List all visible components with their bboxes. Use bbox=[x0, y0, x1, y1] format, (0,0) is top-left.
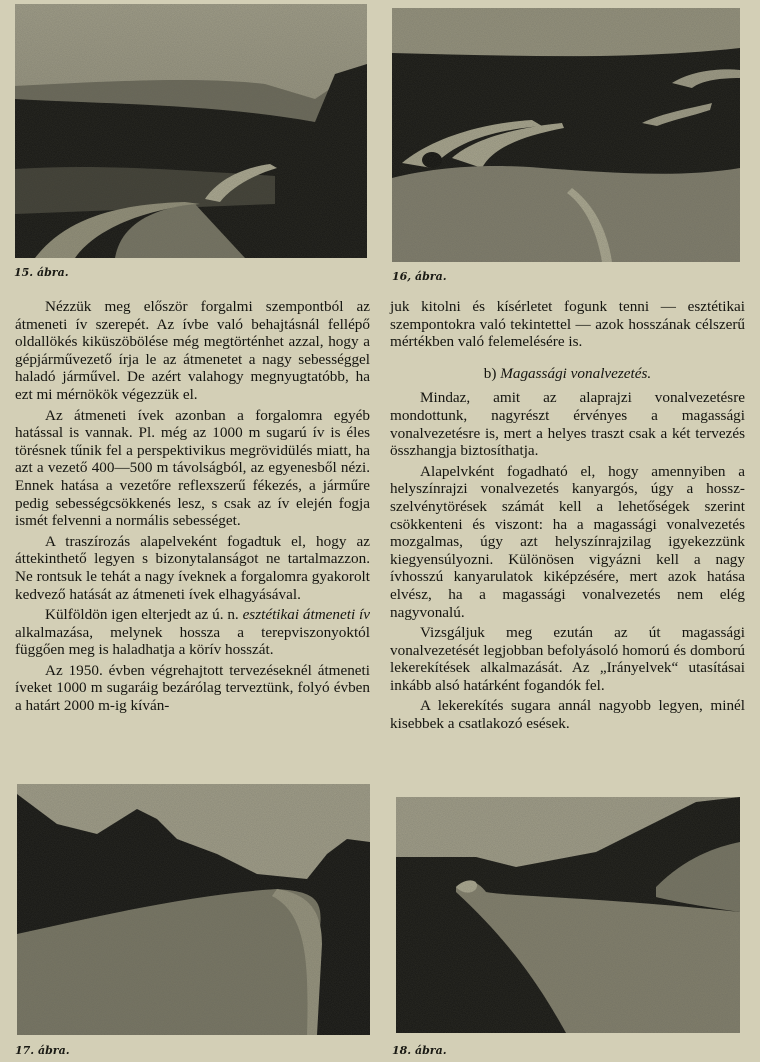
figure-18-photo bbox=[396, 797, 740, 1033]
paragraph: Az 1950. évben végrehajtott tervezéseknél átmeneti íveket 1000 m sugaráig bezárólag terveztünk, folyó évben a határt 2000 m-ig kíván- bbox=[15, 661, 370, 715]
figure-15-caption: 15. ábra. bbox=[14, 266, 69, 279]
paragraph: A traszírozás alapelveként fogadtuk el, hogy az áttekinthető legyen s bizonytalanságot ne tartalmazzon. Ne rontsuk le tehát a nagy íveknek a forgalomra gyakorolt kedvező hatását az átmeneti ívek elhagyásával. bbox=[15, 532, 370, 603]
figure-17-caption: 17. ábra. bbox=[15, 1044, 70, 1057]
paragraph: Mindaz, amit az alaprajzi vonalvezetésre mondottunk, nagyrészt érvényes a magassági vonalvezetésre is, mert a helyes traszt csak a két tervezés összhangja biztosíthatja. bbox=[390, 389, 745, 460]
figure-17-photo bbox=[17, 784, 370, 1035]
left-column-text bbox=[15, 298, 370, 718]
paragraph-continuation: juk kitolni és kísérletet fogunk tenni — esztétikai szempontokra való tekintettel — azok hosszának célszerű mértékben való felemelésére is. bbox=[390, 298, 745, 351]
figure-16-photo bbox=[392, 8, 740, 262]
figure-18-caption: 18. ábra. bbox=[392, 1044, 447, 1057]
curved-road-image bbox=[392, 8, 740, 262]
emphasized-term: esztétikai átmeneti ív bbox=[242, 606, 370, 624]
road-embankment-image bbox=[396, 797, 740, 1033]
figure-16-caption: 16, ábra. bbox=[392, 270, 447, 283]
section-title: Magassági vonalvezetés. bbox=[500, 364, 652, 382]
paragraph: Nézzük meg először forgalmi szempontból az átmeneti ív szerepét. Az ívbe való behajtásnál fellépő oldallökés kiküszöbölése még megtörténhet azzal, hogy a gépjárművezető írja le az átmenetet a nagy sebességgel haladó járművel. De azért valahogy megnyugtatóbb, ha ezt mi mérnökök végezzük el. bbox=[15, 298, 370, 403]
right-column-text bbox=[390, 298, 745, 736]
paragraph: Külföldön igen elterjedt az ú. n. esztétikai átmeneti ív alkalmazása, melynek hossza a terepviszonyoktól függően meg is haladhatja a körív hosszát. bbox=[15, 606, 370, 659]
paragraph: Az átmeneti ívek azonban a forgalomra egyéb hatással is vannak. Pl. még az 1000 m sugarú ív is éles törésnek tűnik fel a perspektivikus megrövidülés miatt, ha azt a vezető 400—500 m távolságból, az egyenesből nézi. Ennek hatása a vezetőre reflexszerű fékezés, a járműre pedig sebességcsökkenés lesz, s csak az ív elején fogja ismét felvenni a normális sebességet. bbox=[15, 406, 370, 530]
road-landscape-image bbox=[15, 4, 367, 258]
figure-15-photo bbox=[15, 4, 367, 258]
paragraph: Vizsgáljuk meg ezután az út magassági vonalvezetését legjobban befolyásoló homorú és domború lekerekítések alkalmazását. Az „Irányelvek“ utasításai inkább alsó határként fogandók fel. bbox=[390, 624, 745, 694]
road-treeline-image bbox=[17, 784, 370, 1035]
paragraph: Alapelvként fogadható el, hogy amennyiben a helyszínrajzi vonalvezetés kanyargós, úgy a hossz-szelvénytörések számát kell a lehetőségek szerint csökkenteni és viszont: ha a magassági vonalvezetés mozgalmas, úgy azt helyszínrajzilag igyekezzünk kiegyensúlyozni. Különösen vigyázni kell a nagy ívhosszú kanyarulatok kiképzésére, mert azok hatása elvész, ha a magassági vonalvezetés nem elég nagyvonalú. bbox=[390, 462, 745, 621]
paragraph: A lekerekítés sugara annál nagyobb legyen, minél kisebbek a csatlakozó esések. bbox=[390, 697, 745, 733]
section-heading: b) Magassági vonalvezetés. bbox=[483, 364, 652, 382]
